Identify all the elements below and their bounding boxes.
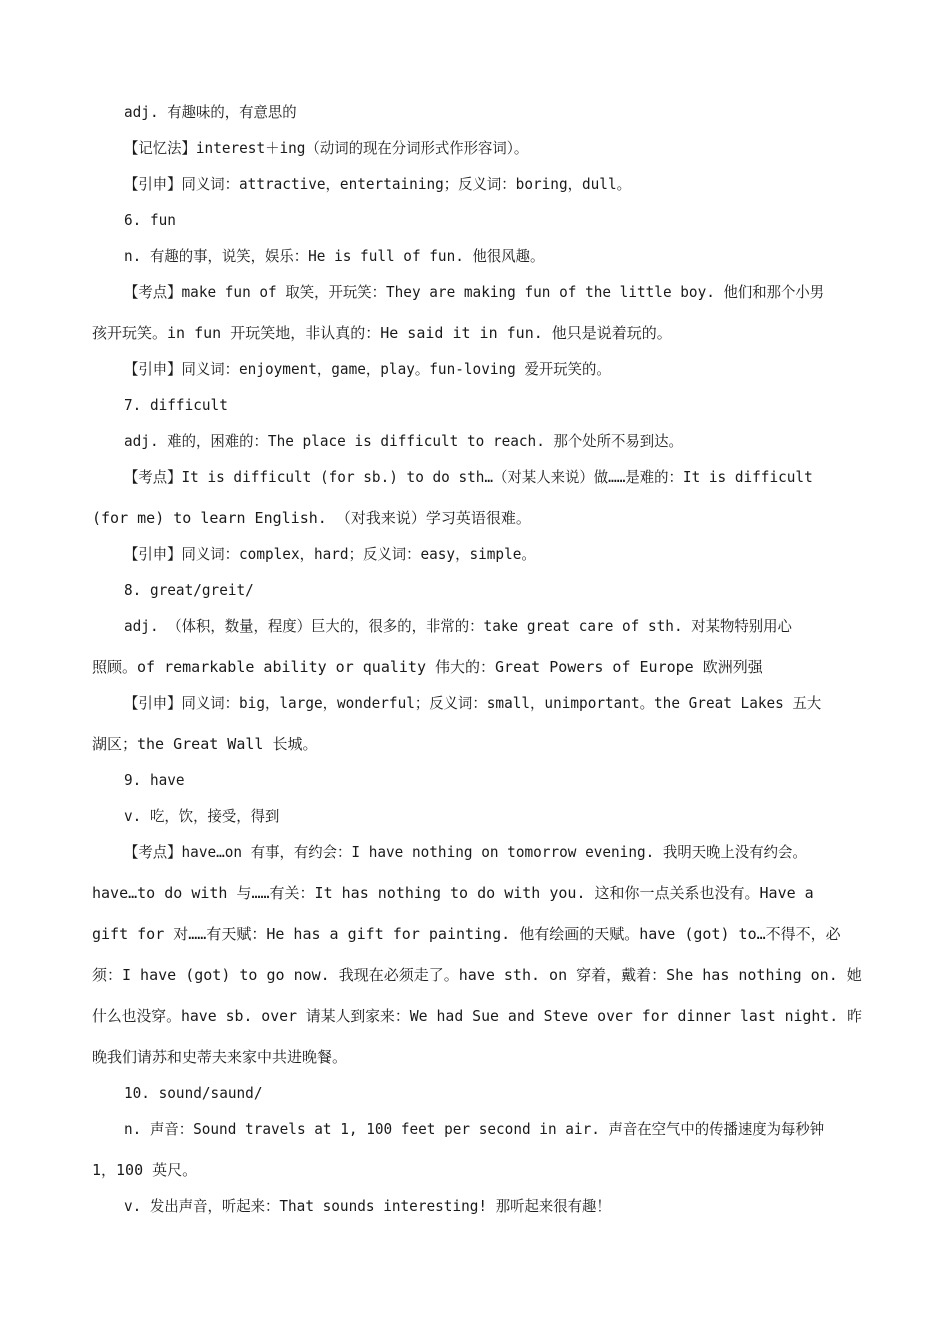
extension-line: 【引申】同义词：enjoyment，game，play。fun-loving 爱开玩笑的。 [124, 360, 611, 378]
definition-continuation: 照顾。of remarkable ability or quality 伟大的：Great Powers of Europe 欧洲列强 [92, 658, 763, 676]
definition-line: v. 发出声音，听起来：That sounds interesting! 那听起来很有趣！ [124, 1197, 611, 1215]
extension-line: 【引申】同义词：big，large，wonderful；反义词：small，unimportant。the Great Lakes 五大 [124, 694, 822, 712]
memory-method-line: 【记忆法】interest＋ing（动词的现在分词形式作形容词）。 [124, 139, 529, 157]
entry-heading: 10. sound/saund/ [124, 1084, 263, 1102]
extension-continuation: 湖区；the Great Wall 长城。 [92, 735, 318, 753]
extension-line: 【引申】同义词：attractive，entertaining；反义词：boring，dull。 [124, 175, 631, 193]
definition-line: v. 吃，饮，接受，得到 [124, 807, 280, 825]
key-point-line: 【考点】It is difficult (for sb.) to do sth…（对某人来说）做……是难的：It is difficult [124, 468, 813, 486]
entry-heading: 6. fun [124, 211, 176, 229]
definition-line: adj. 难的，困难的：The place is difficult to reach. 那个处所不易到达。 [124, 432, 683, 450]
entry-heading: 9. have [124, 771, 185, 789]
entry-heading: 8. great/greit/ [124, 581, 254, 599]
definition-line: n. 声音：Sound travels at 1, 100 feet per second in air. 声音在空气中的传播速度为每秒钟 [124, 1120, 825, 1138]
key-point-continuation: gift for 对……有天赋：He has a gift for painting. 他有绘画的天赋。have (got) to…不得不，必 [92, 925, 841, 943]
definition-line: adj. 有趣味的，有意思的 [124, 103, 297, 121]
key-point-continuation: 须：I have (got) to go now. 我现在必须走了。have sth. on 穿着，戴着：She has nothing on. 她 [92, 966, 862, 984]
key-point-line: 【考点】make fun of 取笑，开玩笑：They are making fun of the little boy. 他们和那个小男 [124, 283, 825, 301]
key-point-continuation: 晚我们请苏和史蒂夫来家中共进晚餐。 [92, 1048, 348, 1066]
definition-line: adj. （体积，数量，程度）巨大的，很多的，非常的：take great care of sth. 对某物特别用心 [124, 617, 792, 635]
definition-continuation: 1，100 英尺。 [92, 1161, 198, 1179]
entry-heading: 7. difficult [124, 396, 228, 414]
key-point-continuation: 什么也没穿。have sb. over 请某人到家来：We had Sue and Steve over for dinner last night. 昨 [92, 1007, 862, 1025]
key-point-continuation: (for me) to learn English. （对我来说）学习英语很难。 [92, 509, 531, 527]
key-point-continuation: have…to do with 与……有关：It has nothing to do with you. 这和你一点关系也没有。Have a [92, 884, 814, 902]
definition-line: n. 有趣的事，说笑，娱乐：He is full of fun. 他很风趣。 [124, 247, 545, 265]
key-point-line: 【考点】have…on 有事，有约会：I have nothing on tomorrow evening. 我明天晚上没有约会。 [124, 843, 807, 861]
extension-line: 【引申】同义词：complex，hard；反义词：easy，simple。 [124, 545, 536, 563]
key-point-continuation: 孩开玩笑。in fun 开玩笑地，非认真的：He said it in fun. 他只是说着玩的。 [92, 324, 672, 342]
